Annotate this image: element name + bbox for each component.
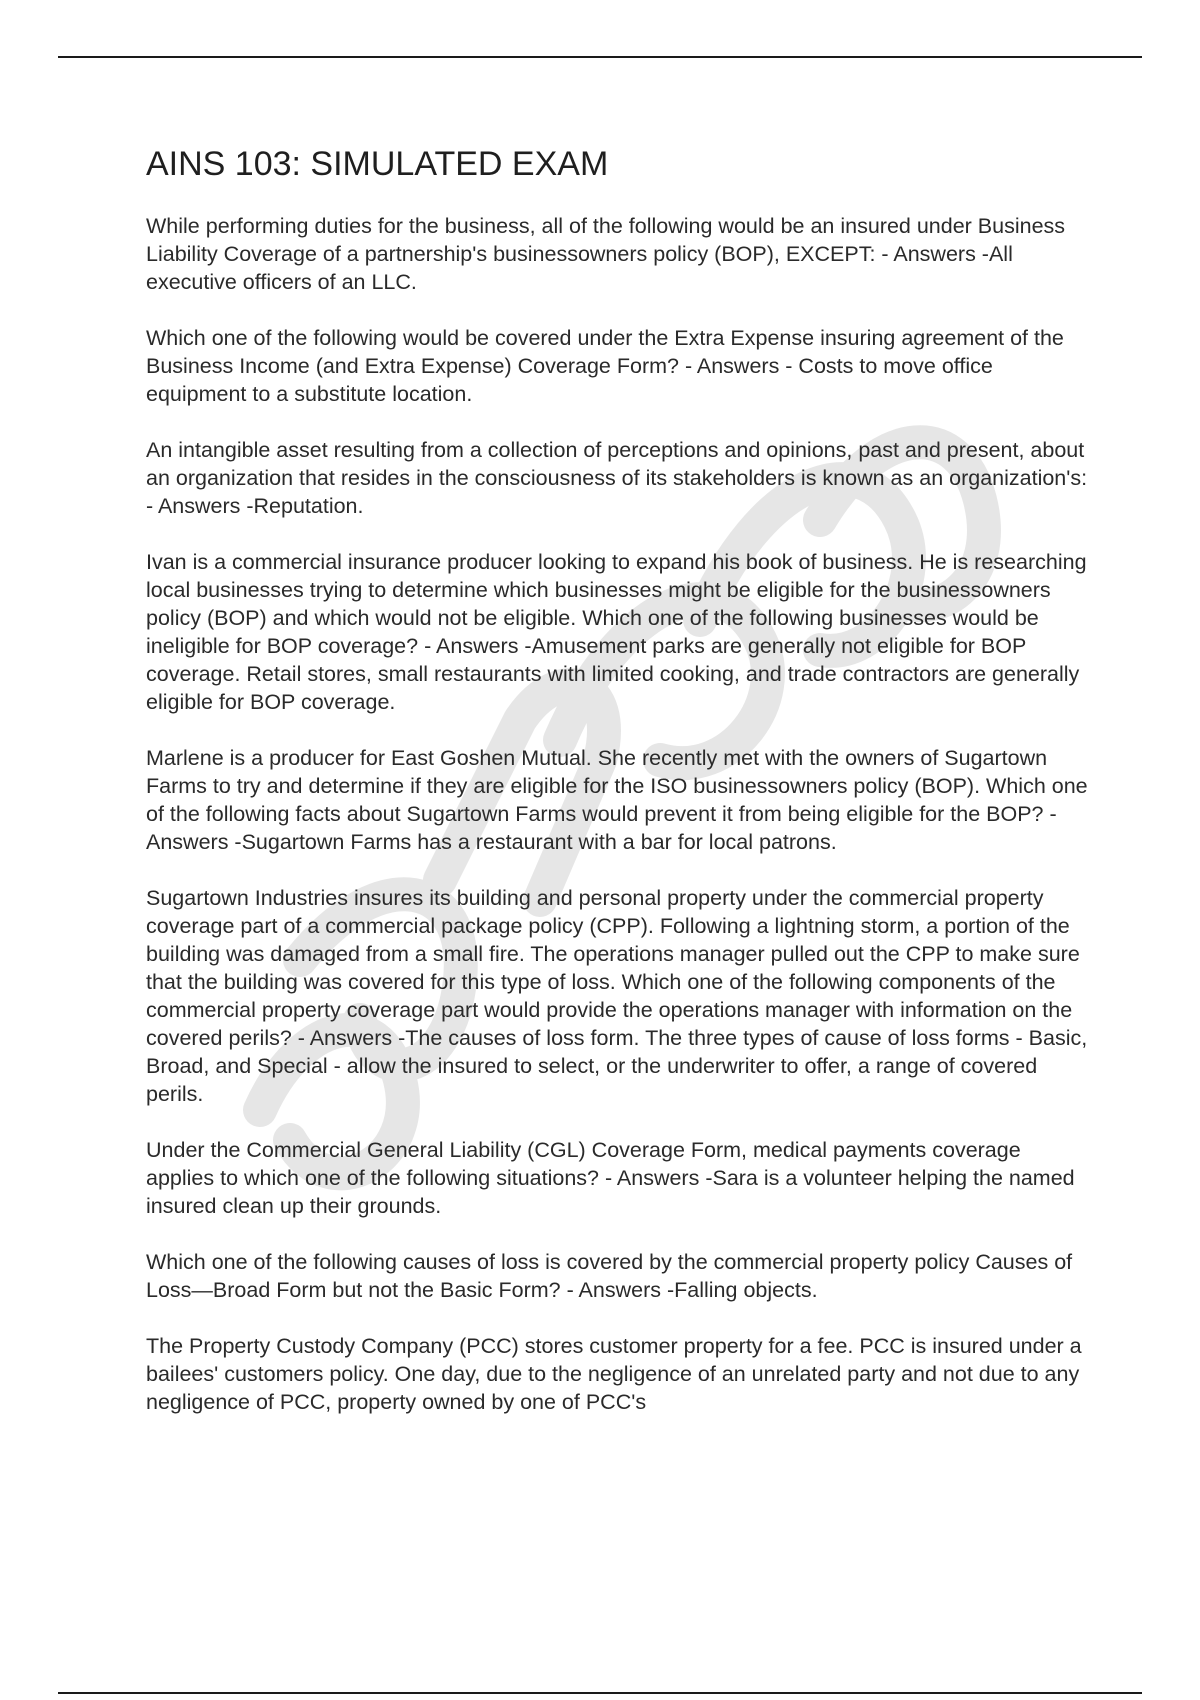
question-answer-3: An intangible asset resulting from a collection of perceptions and opinions, past and present, about an organization that resides in the consciousness of its stakeholders is known as an organization's: - Answers -Reputation. (146, 438, 1088, 518)
question-answer-1: While performing duties for the business, all of the following would be an insured under Business Liability Coverage of a partnership's businessowners policy (BOP), EXCEPT: - Answers -All executive officers of an LLC. (146, 214, 1066, 294)
question-answer-9: The Property Custody Company (PCC) stores customer property for a fee. PCC is insured under a bailees' customers policy. One day, due to the negligence of an unrelated party and not due to any negligence of PCC, property owned by one of PCC's (146, 1334, 1082, 1414)
question-answer-5: Marlene is a producer for East Goshen Mutual. She recently met with the owners of Sugartown Farms to try and determine if they are eligible for the ISO businessowners policy (BOP). Which one of the following facts about Sugartown Farms would prevent it from being eligible for the BOP? - Answers -Sugartown Farms has a restaurant with a bar for local patrons. (146, 746, 1088, 854)
page-title: AINS 103: SIMULATED EXAM (146, 145, 609, 183)
question-answer-8: Which one of the following causes of loss is covered by the commercial property policy Causes of Loss—Broad Form but not the Basic Form? - Answers -Falling objects. (146, 1250, 1073, 1302)
question-answer-6: Sugartown Industries insures its building and personal property under the commercial property coverage part of a commercial package policy (CPP). Following a lightning storm, a portion of the building was damaged from a small fire. The operations manager pulled out the CPP to make sure that the building was covered for this type of loss. Which one of the following components of the commercial property coverage part would provide the operations manager with information on the covered perils? - Answers -The causes of loss form. The three types of cause of loss forms - Basic, Broad, and Special - allow the insured to select, or the underwriter to offer, a range of covered perils. (146, 886, 1088, 1106)
question-answer-4: Ivan is a commercial insurance producer looking to expand his book of business. He is researching local businesses trying to determine which businesses might be eligible for the businessowners policy (BOP) and which would not be eligible. Which one of the following businesses would be ineligible for BOP coverage? - Answers -Amusement parks are generally not eligible for BOP coverage. Retail stores, small restaurants with limited cooking, and trade contractors are generally eligible for BOP coverage. (146, 550, 1087, 714)
question-answer-2: Which one of the following would be covered under the Extra Expense insuring agreement of the Business Income (and Extra Expense) Coverage Form? - Answers - Costs to move office equipment to a substitute location. (146, 326, 1064, 406)
document-body (146, 145, 1094, 1444)
bottom-rule (58, 1692, 1142, 1694)
question-answer-7: Under the Commercial General Liability (CGL) Coverage Form, medical payments coverage applies to which one of the following situations? - Answers -Sara is a volunteer helping the named insured clean up their grounds. (146, 1138, 1075, 1218)
top-rule (58, 56, 1142, 58)
